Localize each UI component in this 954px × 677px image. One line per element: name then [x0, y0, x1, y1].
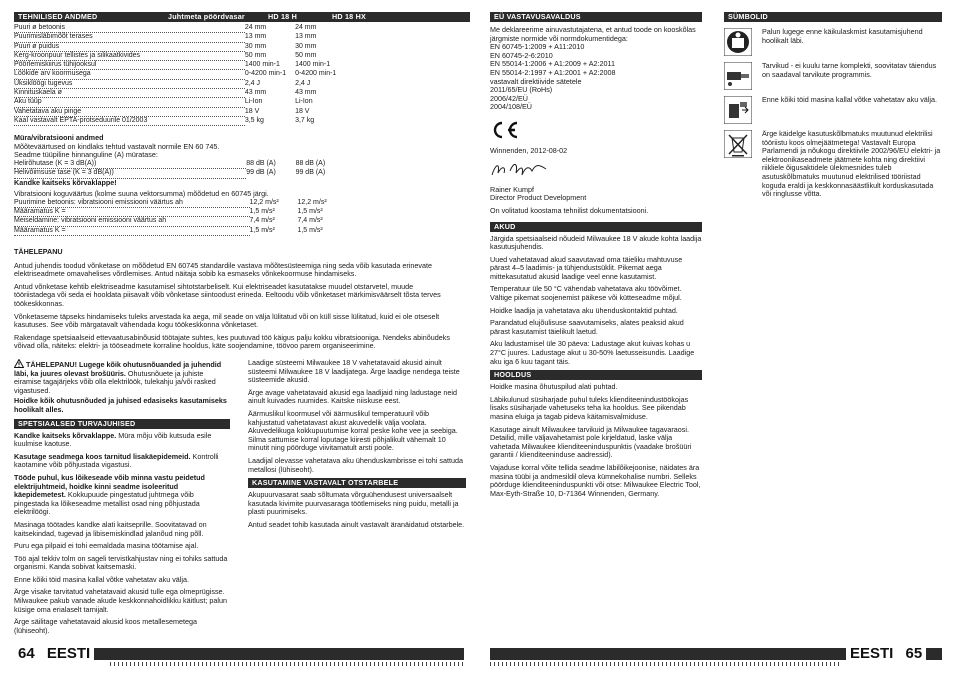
table-cell: 0-4200 min-1: [244, 70, 287, 78]
table-cell: 3,5 kg: [244, 116, 264, 124]
weee-bin-icon: [724, 130, 752, 158]
table-cell: Li-Ion: [295, 98, 313, 106]
table-cell: 3,7 kg: [295, 116, 315, 124]
vibration-intro: Vibratsiooni koguväärtus (kolme suuna vektorsumma) mõõdetud en 60745 järgi.: [14, 189, 269, 199]
table-cell: Kinnituskaela ø: [14, 89, 245, 98]
hooldus-paragraph: Vajaduse korral võite tellida seadme läbilõikejoonise, näidates ära masina tüübi ja andmesildil oleva kümnekohalise numbri. Selleks pöörduge klienditeeninduspunkti või otse: Milwaukee Electric Tool, Max-Eyth-Straße 10, D-71364 Winnenden, Germany.: [490, 462, 701, 498]
table-cell: 1,5 m/s²: [249, 208, 275, 216]
symbol-row: [724, 62, 942, 90]
right-footer: [846, 645, 926, 662]
table-cell: 24 mm: [295, 24, 317, 32]
attention-paragraph: Rakendage spetsiaalseid ettevaatusabinõusid töötajate suhtes, kes puutuvad töö käigus palju kokku vibratsiooniga. Nendeks abinõudeks võivad olla, näiteks: elektri- ja tööseadmete korraline hooldus, käte soojendamine, töövoo parem organiseerimine.: [14, 332, 450, 351]
table-row: [14, 116, 352, 125]
warning-bold: TÄHELEPANU! Lugege kõik ohutusnõuanded ja juhendid läbi, ka juures olevast brošüüris.: [14, 360, 222, 378]
table-cell: 2,4 J: [295, 79, 311, 87]
akud-paragraph: Uued vahetatavad akud saavutavad oma täieliku mahtuvuse pärast 4–5 laadimis- ja tühjendustsüklit. Pikemat aega mittekasutatud akusid laadige veel enne kasutamist.: [490, 254, 683, 281]
special-item: [14, 555, 230, 572]
battery-remove-icon: [724, 96, 752, 124]
special-item-text: Kontrolli kaotamine võib põhjustada vigastusi.: [14, 451, 219, 470]
hooldus-paragraph: Kasutage ainult Milwaukee tarvikuid ja Milwaukee tagavaraosi. Detailid, mille väljavahetamist pole kirjeldatud, laske välja vahetada Milwaukee klienditeeninduspunktis (vaadake brošüüri garantii / klienditeeninduse aadressid).: [490, 424, 692, 460]
ce-line: vastavalt direktiivide sätetele: [490, 76, 582, 86]
symbol-row: [724, 28, 942, 56]
place-date: Winnenden, 2012-08-02: [490, 145, 568, 155]
battery-safety-list: [248, 359, 466, 474]
ce-header: EÜ VASTAVUSAVALDUS: [490, 12, 702, 22]
symbol-text: Enne kõiki töid masina kallal võtke vahetatav aku välja.: [762, 95, 937, 104]
table-cell: 7,4 m/s²: [297, 217, 323, 225]
table-row: [14, 107, 352, 116]
table-cell: Vahetatava aku pinge: [14, 107, 245, 116]
akud-paragraph: Järgida spetsiaalseid nõudeid Milwaukee 18 V akude kohta laadija kasutusjuhendis.: [490, 233, 702, 252]
hooldus-header: HOOLDUS: [490, 370, 702, 380]
special-item-text: Müra mõju võib kutsuda esile kuulmise kaotuse.: [14, 430, 212, 449]
attention-paragraphs: [14, 262, 454, 351]
special-item-bold: Kasutage seadmega koos tarnitud lisakäepidemeid.: [14, 451, 191, 461]
table-cell: Puurimine betoonis: vibratsiooni emissiooni väärtus ah: [14, 199, 250, 208]
special-safety-list: [14, 432, 230, 636]
table-cell: Puuri ø puidus: [14, 42, 245, 51]
table-row: [14, 70, 352, 79]
special-item: [14, 588, 230, 614]
table-cell: 1400 min-1: [295, 61, 331, 69]
table-cell: 30 mm: [295, 42, 317, 50]
table-row: [14, 24, 352, 33]
table-cell: Puurimisläbimõõt terases: [14, 33, 245, 42]
signer-role: Director Product Development: [490, 193, 587, 203]
attention-paragraph: Antud juhendis toodud võnketase on mõõdetud EN 60745 standardile vastava mõõtesüsteemiga ning seda võib kasutada erinevate elektriseadmete omavahelises võrdlemises. Antud näitaja sobib ka esmaseks võnkekoormuse hindamiseks.: [14, 260, 432, 279]
special-item: [14, 432, 230, 449]
akud-list: [490, 235, 702, 367]
usage-paragraph: Akupuurvasarat saab sõltumata võrguühendusest universaalselt kasutada kivimite puurvasaraga töötlemiseks ning puidu, metalli ja plasti puurimiseks.: [248, 490, 459, 517]
table-row: [14, 61, 352, 70]
hooldus-list: [490, 383, 702, 498]
table-cell: 13 mm: [295, 33, 317, 41]
symbol-row: [724, 130, 942, 199]
table-cell: 13 mm: [244, 33, 267, 41]
table-cell: 50 mm: [295, 51, 317, 59]
read-manual-icon: [724, 28, 752, 56]
warning-triangle-icon: [14, 359, 24, 368]
left-page-number: 64: [18, 645, 35, 662]
table-row: [14, 217, 352, 226]
table-cell: 1,5 m/s²: [297, 208, 323, 216]
left-col-lower-2: [248, 359, 466, 534]
specs-header: [14, 12, 470, 22]
special-item: [14, 453, 230, 470]
special-safety-header: SPETSIAALSED TURVAJUHISED: [14, 419, 230, 429]
attention-paragraph: Võnketaseme täpseks hindamiseks tuleks arvestada ka aega, mil seade on välja lülitatud või on küll sisse lülitatud, kuid ei ole otseselt kasutuses. See võib märgatavalt vähendada kogu töökeskkonna võnketaset.: [14, 311, 440, 330]
battery-paragraph: Laadige süsteemi Milwaukee 18 V vahetatavaid akusid ainult süsteemi Milwaukee 18 V laadijatega. Ärge laadige nendega teiste süsteemide akusid.: [248, 358, 460, 385]
ce-line: EN 55014-2:1997 + A1:2001 + A2:2008: [490, 67, 616, 77]
table-cell: 0-4200 min-1: [295, 70, 337, 78]
table-cell: 1,5 m/s²: [249, 226, 275, 234]
left-footer: [14, 645, 94, 662]
symbols-header: SÜMBOLID: [724, 12, 942, 22]
table-row: [14, 42, 352, 51]
warning-paragraph: [14, 359, 230, 395]
table-cell: 30 mm: [244, 42, 267, 50]
specs-title: TEHNILISED ANDMED: [18, 12, 98, 21]
special-item-text: Enne kõiki töid masina kallal võtke vahetatav aku välja.: [14, 574, 189, 584]
table-row: [14, 208, 352, 217]
special-item-bold: Tööde puhul, kus lõikeseade võib minna vastu peidetud elektrijuhtmeid, hoidke kinni seadme isoleeritud käepidemetest.: [14, 472, 205, 500]
table-row: [14, 33, 352, 42]
noise-intro: Mõõteväärtused on kindlaks tehtud vastavalt normile EN 60 745.: [14, 141, 220, 151]
usage-header: KASUTAMINE VASTAVALT OTSTARBELE: [248, 478, 466, 488]
ce-lines: [490, 26, 702, 112]
table-cell: 99 dB (A): [295, 169, 326, 177]
specs-model-2: HD 18 HX: [332, 12, 366, 21]
special-item-text: Ärge säilitage vahetatavaid akusid koos metallesemetega (lühiseoht).: [14, 617, 197, 635]
left-col-1: [14, 12, 450, 355]
table-row: [14, 199, 352, 208]
warning-rest: Ohutusnõuete ja juhiste eiramise tagajärjeks võib olla elektrilöök, tulekahju ja/või rasked vigastused.: [14, 368, 216, 395]
left-language: EESTI: [46, 645, 91, 662]
table-cell: 43 mm: [244, 89, 267, 97]
battery-paragraph: Äärmuslikul koormusel või äärmuslikul temperatuuril võib kahjustatud vahetatavast akust akuvedelik välja voolata. Akuvedelikuga kokkupuutumise korral peske kohe vee ja seebiga. Silma sattumise korral loputage kiiresti põhjalikult vähemalt 10 minutit ning pöörduge viivitamatult arsti poole.: [248, 408, 458, 453]
special-item-text: Kokkupuude pingestatud juhtmega võib pingestada ka lõikeseadme metallist osad ning põhjustada elektrilöögi.: [14, 490, 200, 517]
left-col-lower: [14, 359, 230, 639]
table-row: [14, 89, 352, 98]
attention-paragraph: Antud võnketase kehtib elektriseadme kasutamisel sihtotstarbeliselt. Kui elektriseadet kasutatakse muudel otstarvetel, muude tööriistadega või seda ei hooldata piisavalt võib võnketase siintoodust erineda. Eeltoodu võib võnketaset märkimisväärselt tõsta terves töökeskkonnas.: [14, 281, 441, 308]
noise-line2: Seadme tüüpiline hinnanguline (A) müratase:: [14, 150, 158, 160]
table-cell: 2,4 J: [244, 79, 261, 87]
akud-paragraph: Parandatud elujõulisuse saavutamiseks, alates peaksid akud pärast kasutamist täielikult laetud.: [490, 318, 684, 336]
battery-paragraph: Laadijal olevasse vahetatava aku ühenduskambrisse ei tohi sattuda metallosi (lühiseoht).: [248, 455, 463, 474]
right-footer-ruler: [490, 662, 840, 666]
akud-paragraph: Temperatuur üle 50 °C vähendab vahetatava aku töövõimet. Vältige pikemat soojenemist päikese või kütteseadme mõjul.: [490, 284, 682, 303]
ce-line: 2004/108/EÜ: [490, 102, 532, 112]
ce-line: EN 60745-1:2009 + A11:2010: [490, 42, 585, 52]
symbol-row: [724, 96, 942, 124]
battery-paragraph: Ärge avage vahetatavaid akusid ega laadijaid ning ladustage neid ainult kuivades ruumides. Kaitske niiskuse eest.: [248, 387, 457, 406]
table-row: [14, 79, 352, 88]
ce-line: Me deklareerime ainuvastutajatena, et antud toode on kooskõlas järgmiste normide või normdokumentidega:: [490, 25, 696, 43]
special-item-text: Töö ajal tekkiv tolm on sageli tervistkahjustav ning ei tohiks sattuda organismi. Kanda sobivat kaitsemaski.: [14, 553, 228, 572]
table-cell: Löökide arv koormusega: [14, 70, 245, 79]
table-row: [14, 226, 352, 235]
special-item-text: Puru ega pilpaid ei tohi eemaldada masina töötamise ajal.: [14, 541, 199, 551]
table-cell: 12,2 m/s²: [249, 199, 279, 207]
ce-line: EN 55014-1:2006 + A1:2009 + A2:2011: [490, 59, 615, 69]
specs-table: [14, 24, 352, 126]
specs-model-1: HD 18 H: [268, 12, 297, 21]
akud-paragraph: Aku ladustamisel üle 30 päeva: Ladustage akut kuivas kohas u 27°C juures. Ladustage akut u 30-50% laetusseisundis. Laadige aku iga 6 kuu tagant täis.: [490, 339, 695, 366]
table-cell: Helivõimsuse tase (K = 3 dB(A)): [14, 169, 246, 178]
table-cell: 1400 min-1: [244, 61, 280, 69]
noise-table: [14, 160, 352, 179]
table-cell: Kerg-kroonpuur tellistes ja silikaatkivides: [14, 51, 245, 60]
specs-product: Juhtmeta pöördvasar: [168, 12, 245, 21]
warning-keep: Hoidke kõik ohutusnõuded ja juhised edasiseks kasutamiseks hoolikalt alles.: [14, 396, 227, 414]
table-cell: Helirõhutase (K = 3 dB(A)): [14, 160, 246, 169]
noise-title: Müra/vibratsiooni andmed: [14, 133, 104, 143]
table-cell: 24 mm: [244, 24, 267, 32]
accessory-icon: [724, 62, 752, 90]
table-cell: 43 mm: [295, 89, 317, 97]
usage-paragraph: Antud seadet tohib kasutada ainult vastavalt äranäidatud otstarbele.: [248, 519, 465, 529]
attention-title: TÄHELEPANU: [14, 247, 63, 257]
table-cell: 18 V: [244, 107, 260, 115]
table-cell: Kaal vastavalt EPTA-protseduurile 01/2003: [14, 116, 245, 125]
noise-block: [14, 134, 352, 236]
table-row: [14, 98, 352, 107]
special-item: [14, 618, 230, 635]
symbols-list: [724, 28, 942, 199]
ce-line: EN 60745-2-6:2010: [490, 50, 553, 60]
hooldus-paragraph: Läbikulunud süsiharjade puhul tuleks klienditeenindustöökojas lisaks süsiharjade vahetuseks teha ka hooldus. See pikendab masina eluiga ja tagab pideva käitamisvalmiduse.: [490, 394, 689, 421]
table-cell: 1,5 m/s²: [297, 226, 323, 234]
special-item: [14, 576, 230, 585]
special-item: [14, 474, 230, 517]
table-cell: 7,4 m/s²: [249, 217, 275, 225]
table-cell: Aku tüüp: [14, 98, 245, 107]
symbol-text: Palun lugege enne käikulaskmist kasutamisjuhend hoolikalt läbi.: [762, 27, 923, 45]
signer-name: Rainer Kumpf: [490, 184, 534, 194]
noise-warning: Kandke kaitseks kõrvaklappe!: [14, 177, 117, 187]
table-cell: Määramatus K =: [14, 226, 250, 235]
symbol-text: Tarvikud - ei kuulu tarne komplekti, soovitatav täiendus on saadaval tarvikute programmis.: [762, 61, 937, 79]
hooldus-paragraph: Hoidke masina õhutuspilud alati puhtad.: [490, 382, 618, 392]
table-cell: Meiseldamine: vibratsiooni emissiooni väärtus ah: [14, 217, 250, 226]
table-cell: 50 mm: [244, 51, 267, 59]
attention-block: [14, 248, 454, 351]
table-cell: 88 dB (A): [246, 160, 276, 168]
signer-note: On volitatud koostama tehnilist dokumentatsiooni.: [490, 205, 649, 215]
table-cell: 12,2 m/s²: [297, 199, 327, 207]
left-footer-ruler: [110, 662, 464, 666]
akud-header: AKUD: [490, 222, 702, 232]
table-cell: Li-Ion: [244, 98, 263, 106]
special-item: [14, 521, 230, 538]
special-item-text: Ärge visake tarvitatud vahetatavaid akusid tulle ega olmeprügisse. Milwaukee pakub vanade akude keskkonnahoidlikku käitlust; palun küsige oma erialaselt tarnijalt.: [14, 587, 227, 614]
right-col-2: [724, 12, 942, 205]
akud-paragraph: Hoidke laadija ja vahetatava aku ühenduskontaktid puhtad.: [490, 305, 678, 315]
symbol-text: Ärge käidelge kasutuskõlbmatuks muutunud elektrilisi tööriistu koos olmejäätmetega! Vastavalt Europa Parlamendi ja nõukogu direktiivile 2002/96/EÜ elektri- ja elektroonikaseadmete jäätmete kohta ning direktiivi riikliele õigusaktidele ülekmesnides tuleb asutuskõlbmatuks muutunud elektrilised tööriistad koguda eraldi ja keskkonnasäästlikult korduskasutada või ringlusse võtta.: [762, 129, 941, 199]
table-row: [14, 51, 352, 60]
special-item-text: Masinaga töötades kandke alati kaitseprille. Soovitatavad on kaitsekindad, tugevad ja libisemiskindlad jalanõud ning põll.: [14, 519, 207, 538]
special-item: [14, 542, 230, 551]
table-row: [14, 160, 352, 169]
table-cell: Üksiklöögi tugevus: [14, 79, 245, 88]
ce-mark-icon: [490, 120, 702, 143]
signature-image: [490, 159, 702, 182]
special-item-bold: Kandke kaitseks kõrvaklappe.: [14, 430, 117, 440]
table-cell: Puuri ø betoonis: [14, 24, 245, 33]
table-cell: 88 dB (A): [295, 160, 326, 168]
ce-line: 2011/65/EU (RoHs): [490, 85, 553, 95]
ce-line: 2006/42/EÜ: [490, 93, 528, 103]
table-cell: 99 dB (A): [246, 169, 276, 177]
right-language: EESTI: [850, 645, 894, 662]
table-row: [14, 169, 352, 178]
vibration-table: [14, 199, 352, 236]
table-cell: Pöörlemiskiirus tühijooksul: [14, 61, 245, 70]
table-cell: Määramatus K =: [14, 208, 250, 217]
right-page-number: 65: [905, 645, 923, 662]
usage-list: [248, 491, 466, 529]
right-col-1: [490, 12, 702, 502]
table-cell: 18 V: [295, 107, 310, 115]
